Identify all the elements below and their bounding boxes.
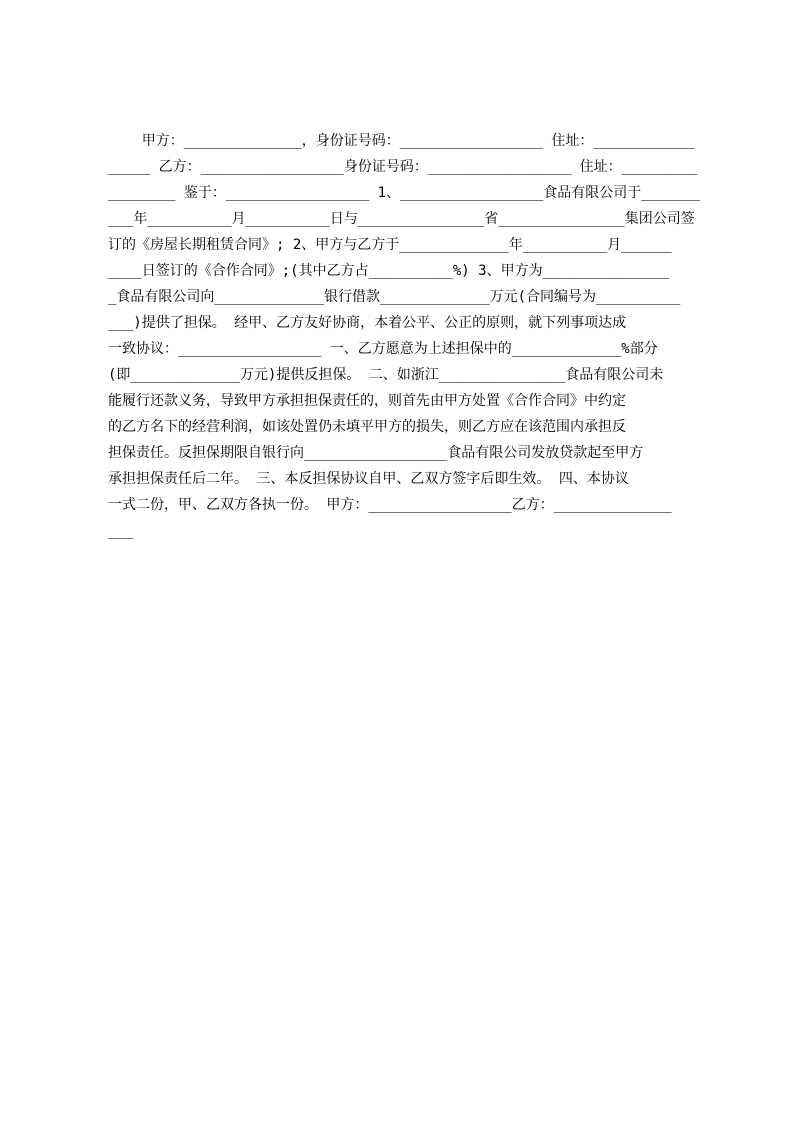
text-line: ___年__________月__________日与_______________省_______________集团公司签 xyxy=(108,211,695,227)
text-line: (即_____________万元)提供反担保。 二、如浙江_______________食品有限公司未 xyxy=(108,367,664,383)
text-line: 一式二份，甲、乙双方各执一份。 甲方：_________________乙方：______________ xyxy=(108,497,672,513)
text-line: _____ 乙方：_________________身份证号码：_________________ 住址：_________ xyxy=(108,159,698,175)
text-line: 承担担保责任后二年。 三、本反担保协议自甲、乙双方签字后即生效。 四、本协议 xyxy=(108,471,629,487)
text-line: 甲方：______________，身份证号码：_________________ 住址：____________ xyxy=(108,133,695,149)
text-line: 的乙方名下的经营利润，如该处置仍未填平甲方的损失，则乙方应在该范围内承担反 xyxy=(108,419,626,435)
text-line: 订的《房屋长期租赁合同》; 2、甲方与乙方于_____________年__________月______ xyxy=(108,237,672,253)
text-line: ________ 鉴于：_________________ 1、_________________食品有限公司于_______ xyxy=(108,185,700,201)
text-line: _食品有限公司向_____________银行借款_____________万元(合同编号为__________ xyxy=(108,289,681,305)
text-line: 能履行还款义务，导致甲方承担担保责任的，则首先由甲方处置《合作合同》中约定 xyxy=(108,393,626,409)
text-line: ___)提供了担保。 经甲、乙方友好协商，本着公平、公正的原则，就下列事项达成 xyxy=(108,315,627,331)
text-line: 担保责任。反担保期限自银行向_________________食品有限公司发放贷款起至甲方 xyxy=(108,445,644,461)
text-line: ___ xyxy=(108,523,134,539)
text-line: 一致协议：_________________ 一、乙方愿意为上述担保中的_____________%部分 xyxy=(108,341,658,357)
text-line: ____日签订的《合作合同》;(其中乙方占__________%) 3、甲方为_______________ xyxy=(108,263,670,279)
agreement-body xyxy=(108,128,700,544)
